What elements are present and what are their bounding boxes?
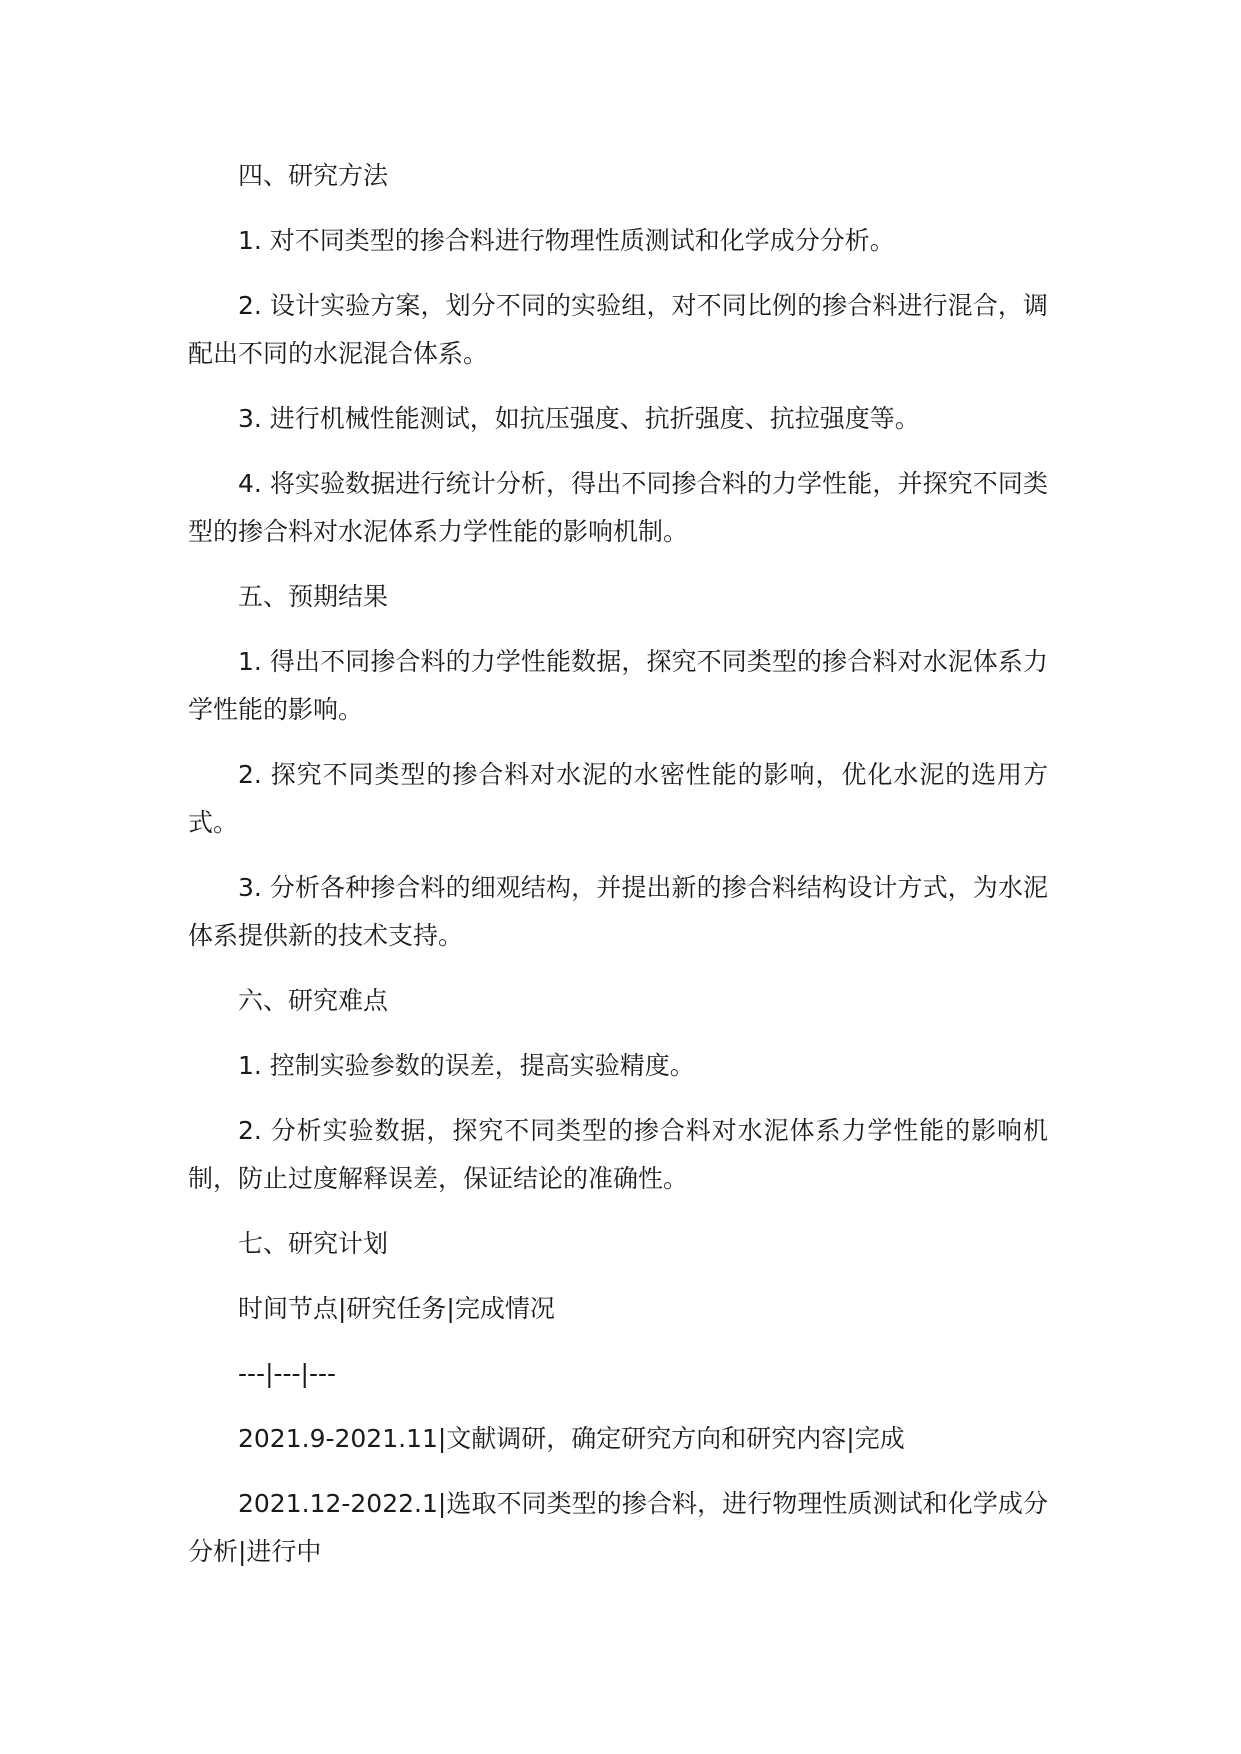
document-body xyxy=(188,152,1048,1593)
methods-item-4: 4. 将实验数据进行统计分析，得出不同掺合料的力学性能，并探究不同类型的掺合料对水泥体系力学性能的影响机制。 xyxy=(188,469,1048,546)
methods-item-3: 3. 进行机械性能测试，如抗压强度、抗折强度、抗拉强度等。 xyxy=(238,404,920,433)
difficulties-item-2: 2. 分析实验数据，探究不同类型的掺合料对水泥体系力学性能的影响机制，防止过度解释误差，保证结论的准确性。 xyxy=(188,1116,1048,1193)
section-heading-methods: 四、研究方法 xyxy=(238,161,389,190)
results-item-2: 2. 探究不同类型的掺合料对水泥的水密性能的影响，优化水泥的选用方式。 xyxy=(188,760,1048,837)
section-heading-plan: 七、研究计划 xyxy=(238,1229,389,1258)
plan-table-row: 2021.9-2021.11|文献调研，确定研究方向和研究内容|完成 xyxy=(238,1424,905,1453)
plan-table-row: 2021.12-2022.1|选取不同类型的掺合料，进行物理性质测试和化学成分分析|进行中 xyxy=(188,1489,1048,1566)
difficulties-item-1: 1. 控制实验参数的误差，提高实验精度。 xyxy=(238,1051,695,1080)
plan-table-header: 时间节点|研究任务|完成情况 xyxy=(238,1294,555,1323)
methods-item-2: 2. 设计实验方案，划分不同的实验组，对不同比例的掺合料进行混合，调配出不同的水泥混合体系。 xyxy=(188,291,1048,368)
plan-table-separator: ---|---|--- xyxy=(238,1359,337,1388)
section-heading-expected-results: 五、预期结果 xyxy=(238,582,389,611)
results-item-3: 3. 分析各种掺合料的细观结构，并提出新的掺合料结构设计方式，为水泥体系提供新的技术支持。 xyxy=(188,873,1048,950)
results-item-1: 1. 得出不同掺合料的力学性能数据，探究不同类型的掺合料对水泥体系力学性能的影响。 xyxy=(188,647,1048,724)
methods-item-1: 1. 对不同类型的掺合料进行物理性质测试和化学成分分析。 xyxy=(238,226,895,255)
section-heading-difficulties: 六、研究难点 xyxy=(238,986,389,1015)
